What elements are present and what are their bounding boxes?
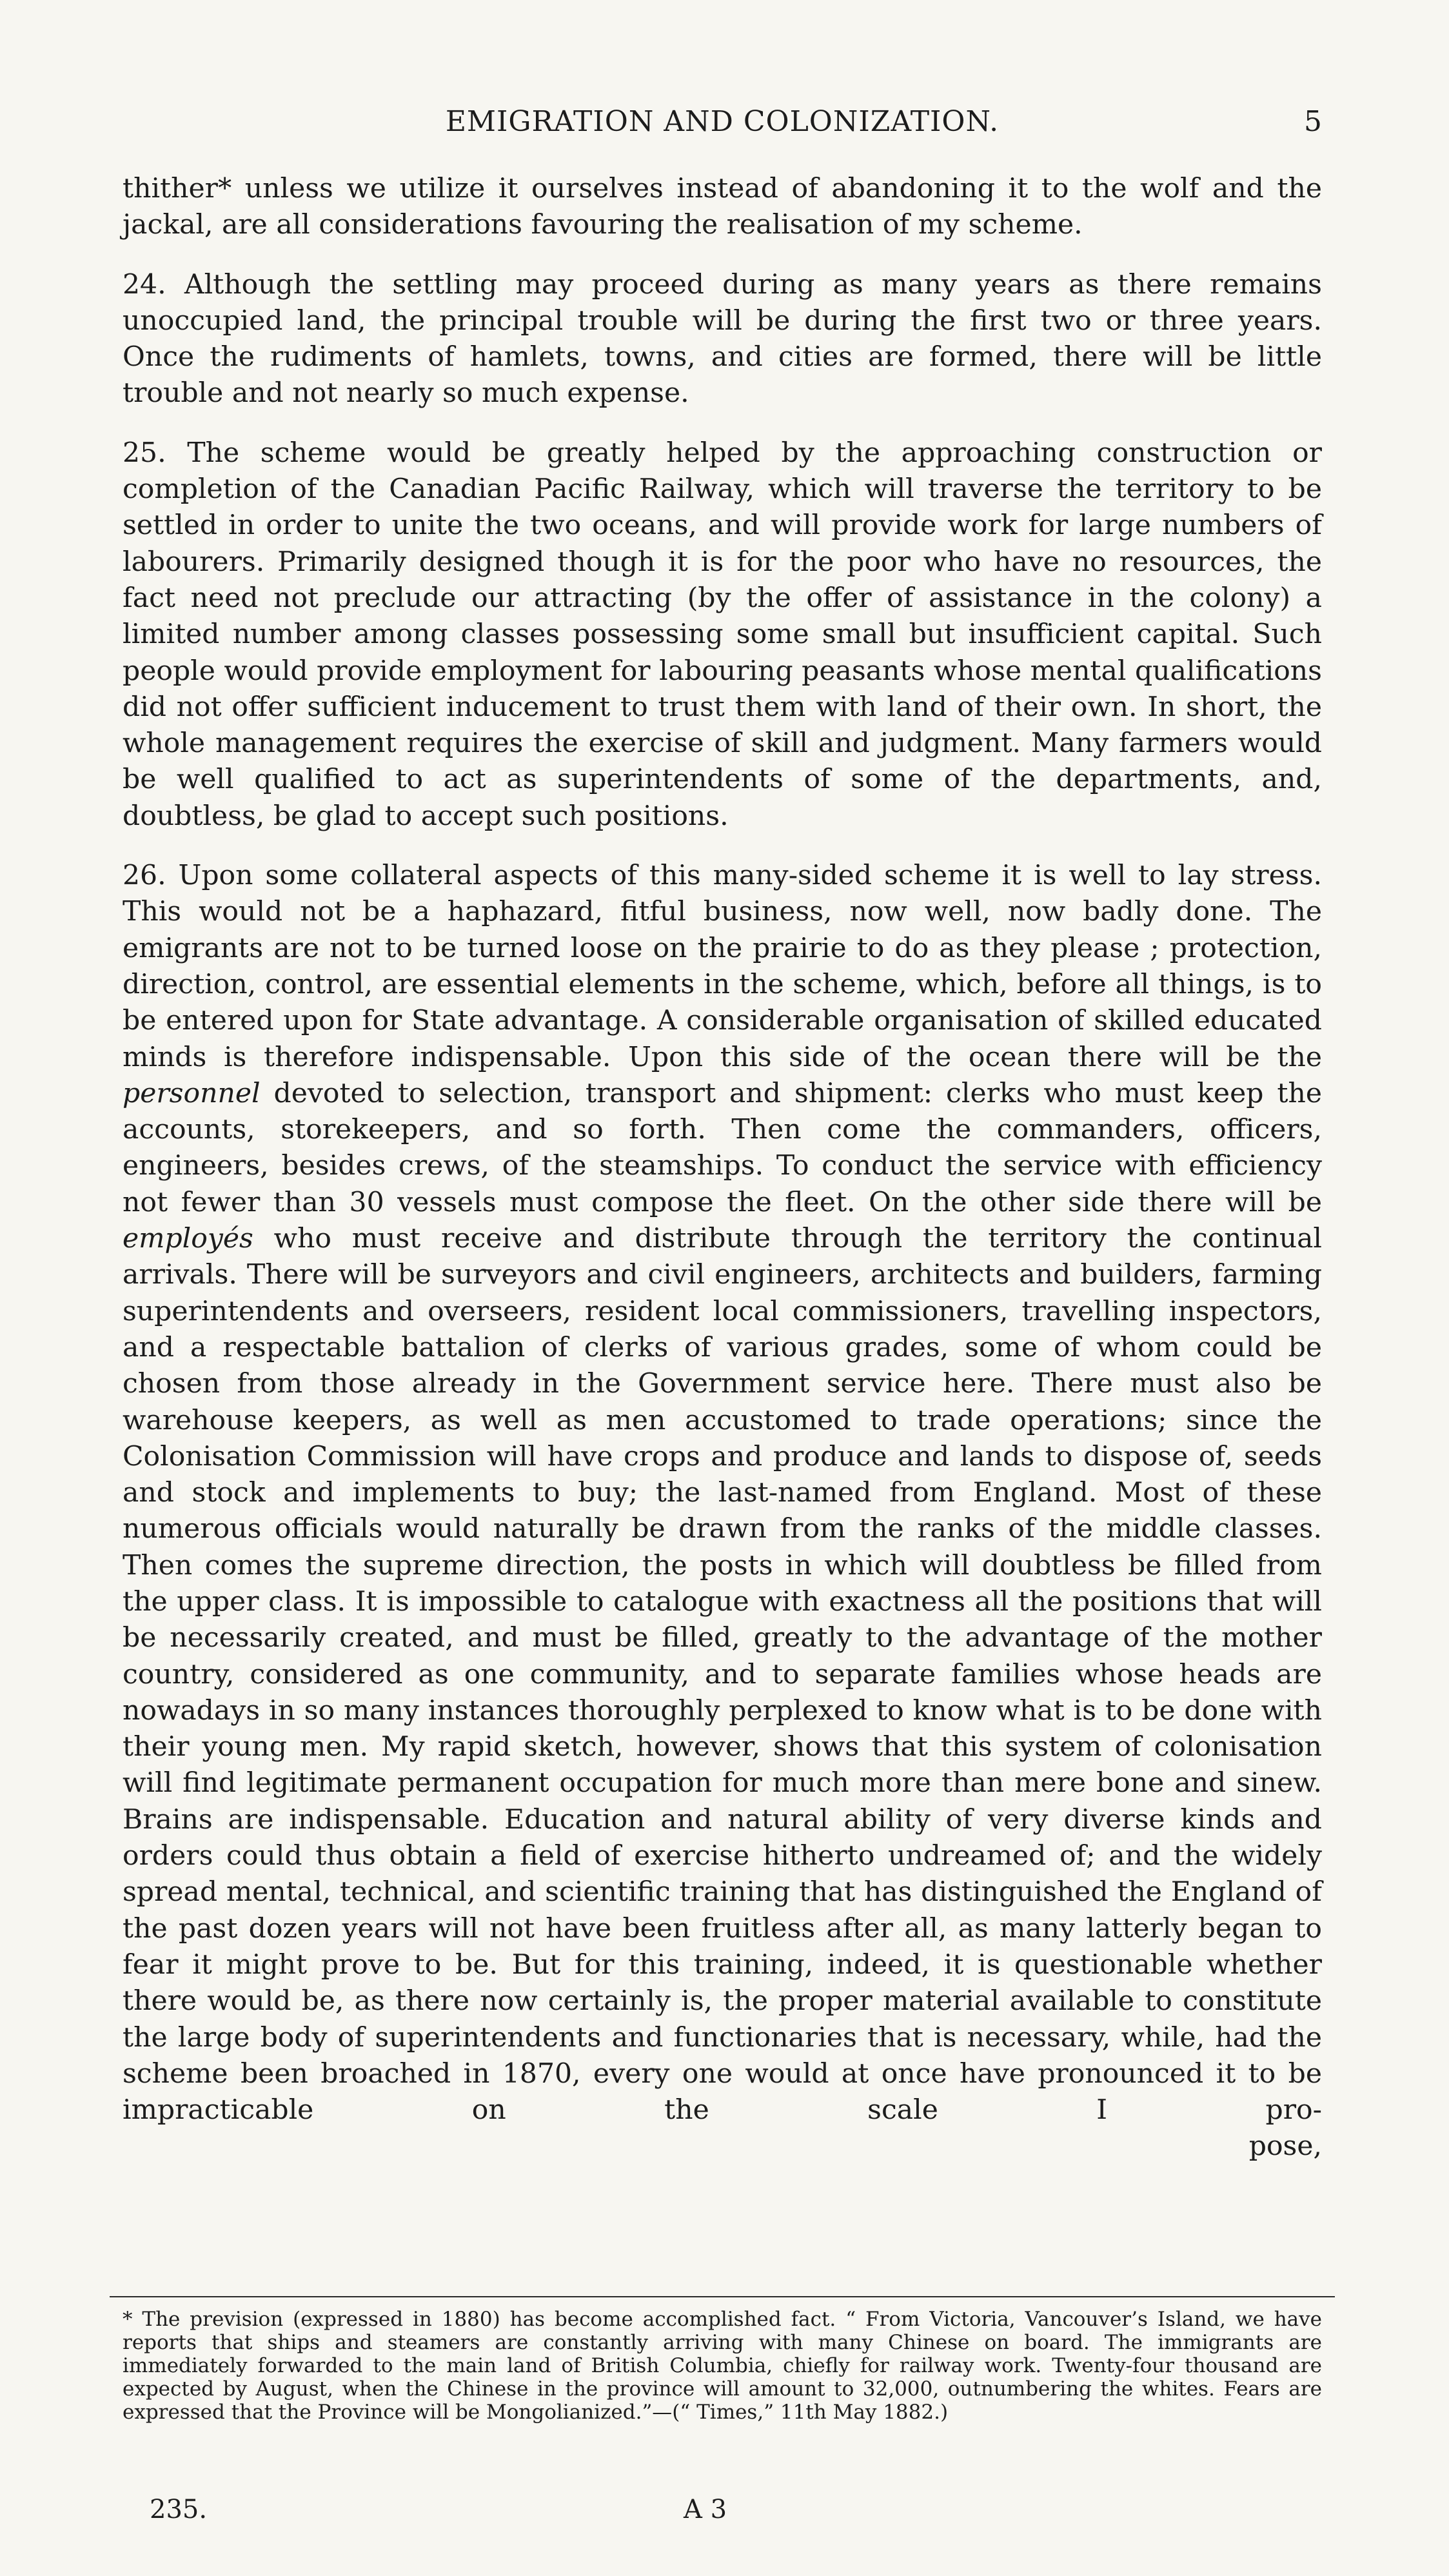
paragraph-26-part-c: who must receive and distribute through the territory the continual arrivals. There will be surveyors and civil engineers, architects and builders, farming superintendents and overseers, resident local commissioners, travelling inspectors, and a respectable battalion of clerks of various grades, some of whom could be chosen from those already in the Government service here. There must also be warehouse keepers, as well as men accustomed to trade operations; since the Colonisation Commission will have crops and produce and lands to dispose of, seeds and stock and implements to buy; the last-named from England. Most of these numerous officials would naturally be drawn from the ranks of the middle classes. Then comes the supreme direction, the posts in which will doubtless be filled from the upper class. It is impossible to catalogue with exactness all the positions that will be necessarily created, and must be filled, greatly to the advantage of the mother country, considered as one community, and to separate families whose heads are nowadays in so many instances thoroughly perplexed to know what is to be done with their young men. My rapid sketch, however, shows that this system of colonisation will find legitimate permanent occupation for much more than mere bone and sinew. Brains are indispensable. Education and natural ability of very diverse kinds and orders could thus obtain a field of exercise hitherto undreamed of; and the widely spread mental, technical, and scientific training that has distinguished the England of the past dozen years will not have been fruitless after all, as many latterly began to fear it might prove to be. But for this training, indeed, it is questionable whether there would be, as there now certainly is, the proper material available to constitute the large body of superintendents and functionaries that is necessary, while, had the scheme been broached in 1870, every one would at once have pronounced it to be impracticable on the scale I pro- — [123, 1223, 1322, 2126]
paragraph-26-tail: pose, — [1248, 2130, 1322, 2163]
paragraph-24: 24. Although the settling may proceed during as many years as there remains unoccupied land, the principal trouble will be during the first two or three years. Once the rudiments of hamlets, towns, and cities are formed, there will be little trouble and not nearly so much expense. — [123, 268, 1322, 410]
page-number: 5 — [1304, 105, 1322, 138]
page-header — [123, 100, 1322, 145]
sheet-number: 235. — [150, 2495, 208, 2524]
footnote — [123, 2308, 1322, 2424]
footnote-text: * The prevision (expressed in 1880) has become accomplished fact. “ From Victoria, Vancouver’s Island, we have reports that ships and steamers are constantly arriving with many Chinese on board. The immigrants are immediately forwarded to the main land of British Columbia, chiefly for railway work. Twenty-four thousand are expected by August, when the Chinese in the province will amount to 32,000, outnumbering the whites. Fears are expressed that the Province will be Mongolianized.”—(“ Times,” 11th May 1882.) — [123, 2308, 1322, 2424]
paragraph-26 — [123, 858, 1322, 2128]
body-text — [123, 171, 1322, 2165]
running-title: EMIGRATION AND COLONIZATION. — [445, 105, 1000, 138]
paragraph-continuation: thither* unless we utilize it ourselves instead of abandoning it to the wolf and the jackal, are all considerations favouring the realisation of my scheme. — [123, 173, 1322, 241]
italic-personnel: personnel — [123, 1077, 261, 1109]
signature-mark: A 3 — [684, 2495, 727, 2524]
paragraph-26-part-b: devoted to selection, transport and shipment: clerks who must keep the accounts, storekeepers, and so forth. Then come the commanders, officers, engineers, besides crews, of the steamships. To conduct the service with efficiency not fewer than 30 vessels must compose the fleet. On the other side there will be — [123, 1077, 1322, 1218]
paragraph-26-part-a: 26. Upon some collateral aspects of this many-sided scheme it is well to lay stress. This would not be a haphazard, fitful business, now well, now badly done. The emigrants are not to be turned loose on the prairie to do as they please ; protection, direction, control, are essential elements in the scheme, which, before all things, is to be entered upon for State advantage. A considerable organisation of skilled educated minds is therefore indispensable. Upon this side of the ocean there will be the — [123, 860, 1322, 1073]
footnote-divider — [110, 2296, 1335, 2297]
italic-employes: employés — [123, 1223, 253, 1255]
paragraph-25: 25. The scheme would be greatly helped by the approaching construction or completion of the Canadian Pacific Railway, which will traverse the territory to be settled in order to unite the two oceans, and will provide work for large numbers of labourers. Primarily designed though it is for the poor who have no resources, the fact need not preclude our attracting (by the offer of assistance in the colony) a limited number among classes possessing some small but insufficient capital. Such people would provide employment for labouring peasants whose mental qualifications did not offer sufficient inducement to trust them with land of their own. In short, the whole management requires the exercise of skill and judgment. Many farmers would be well qualified to act as superintendents of some of the departments, and, doubtless, be glad to accept such positions. — [123, 437, 1322, 832]
